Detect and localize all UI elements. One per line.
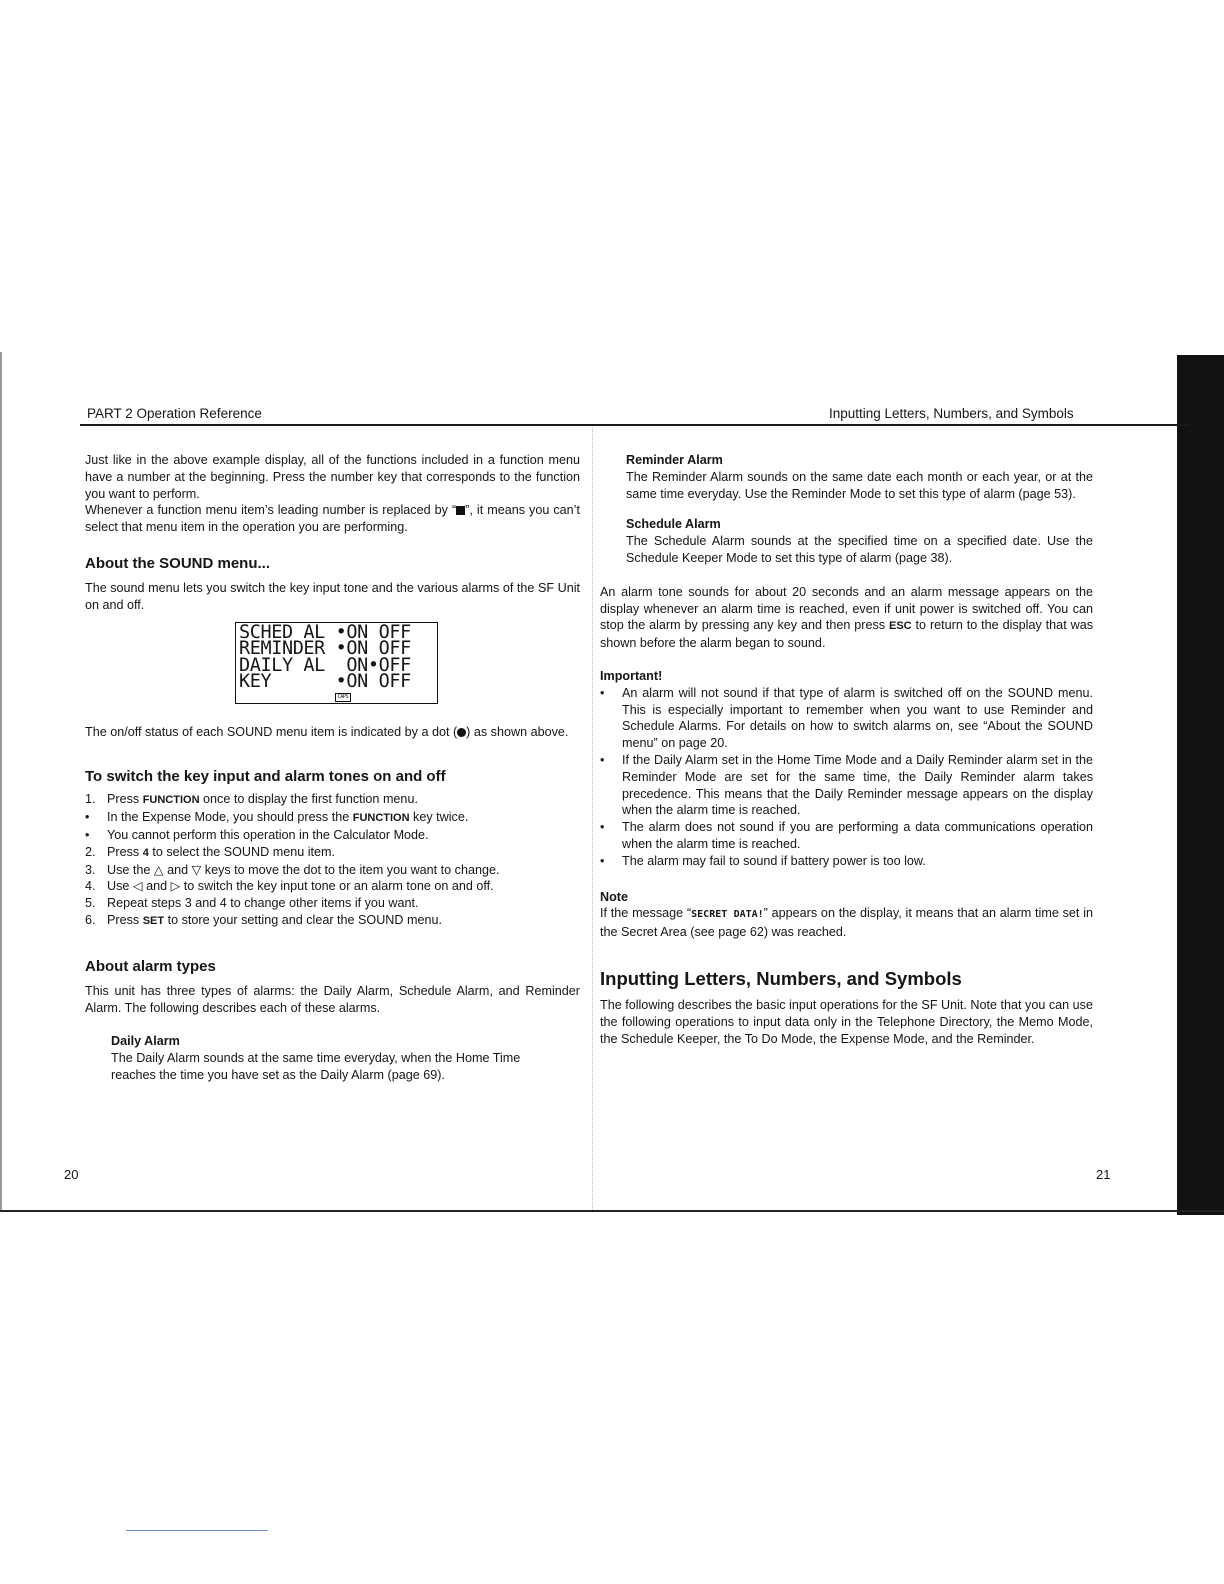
step-item	[85, 844, 580, 862]
step-text: Use the △ and ▽ keys to move the dot to the item you want to change.	[107, 862, 500, 877]
important-item-text: If the Daily Alarm set in the Home Time Mode and a Daily Reminder alarm set in the Reminder Mode are set for the same time, the Daily Reminder alarm takes precedence. This means that the Daily Reminder message appears on the display when the alarm time is reached.	[622, 752, 1093, 818]
step-marker: 6.	[85, 912, 96, 927]
scan-bottom-edge	[0, 1210, 1224, 1212]
header-right: Inputting Letters, Numbers, and Symbols	[829, 406, 1074, 421]
step-key-label: 4	[142, 846, 149, 859]
section-heading: Inputting Letters, Numbers, and Symbols	[600, 967, 962, 989]
reminder-alarm-title: Reminder Alarm	[626, 453, 723, 467]
step-item	[85, 912, 580, 930]
step-key-label: FUNCTION	[142, 794, 200, 807]
reminder-alarm-text: The Reminder Alarm sounds on the same date each month or each year, or at the same time everyday. Use the Reminder Mode to set this type of alarm (page 53).	[626, 469, 1093, 501]
replaced-text-before: Whenever a function menu item’s leading number is replaced by “	[85, 503, 457, 518]
alarm-types-text: This unit has three types of alarms: the Daily Alarm, Schedule Alarm, and Reminder Alarm. The following describes each of these alarms.	[85, 983, 580, 1015]
note-title: Note	[600, 889, 628, 904]
important-list	[600, 685, 1093, 870]
step-text-after: once to display the first function menu.	[199, 792, 418, 807]
step-text: Use ◁ and ▷ to switch the key input tone or an alarm tone on and off.	[107, 879, 494, 894]
step-item	[85, 862, 580, 879]
step-item	[85, 878, 580, 895]
step-marker: 2.	[85, 844, 96, 859]
step-marker: •	[85, 810, 90, 825]
step-item	[85, 791, 580, 809]
caps-icon: CAPS	[335, 693, 351, 702]
bullet-icon: •	[600, 685, 605, 700]
scan-right-edge	[1177, 355, 1224, 1215]
step-text-after: to select the SOUND menu item.	[148, 844, 336, 859]
important-item	[600, 685, 1093, 752]
sound-menu-lcd	[235, 622, 438, 704]
step-text-after: key twice.	[409, 810, 469, 825]
replaced-text-after: ”, it means you can’t select that menu item in the operation you are performing.	[85, 503, 580, 535]
lcd-row-reminder: REMINDER •ON OFF	[239, 638, 411, 660]
lcd-row-key: KEY •ON OFF	[239, 671, 411, 693]
schedule-alarm-title: Schedule Alarm	[626, 517, 721, 532]
step-item	[85, 827, 580, 844]
left-page	[85, 452, 580, 1084]
important-title: Important!	[600, 668, 663, 683]
status-text-after: ) as shown above.	[466, 724, 569, 739]
header-left: PART 2 Operation Reference	[87, 406, 262, 421]
page-gutter	[592, 424, 594, 1210]
step-marker: 5.	[85, 896, 96, 911]
important-item	[600, 853, 1093, 870]
sound-menu-text: The sound menu lets you switch the key input tone and the various alarms of the SF Unit on and off.	[85, 580, 580, 612]
step-text-after: to store your setting and clear the SOUND menu.	[164, 912, 443, 927]
header-rule	[80, 424, 1190, 426]
note-text	[600, 905, 1093, 941]
important-item-text: The alarm may fail to sound if battery power is too low.	[622, 853, 926, 868]
step-marker: 3.	[85, 862, 96, 877]
alarm-tone-text	[600, 584, 1093, 652]
step-marker: 4.	[85, 879, 96, 894]
switch-heading: To switch the key input and alarm tones on and off	[85, 768, 446, 786]
daily-alarm-text: The Daily Alarm sounds at the same time everyday, when the Home Time reaches the time you have set as the Daily Alarm (page 69).	[111, 1051, 521, 1082]
scan-left-edge	[0, 352, 2, 1212]
important-item	[600, 819, 1093, 853]
section-text: The following describes the basic input operations for the SF Unit. Note that you can use the following operations to input data only in the Telephone Directory, the Memo Mode, the Schedule Keeper, the To Do Mode, the Expense Mode, and the Reminder.	[600, 997, 1093, 1046]
important-item-text: An alarm will not sound if that type of alarm is switched off on the SOUND menu. This is especially important to remember when you want to use Reminder and Schedule Alarms. For details on how to switch alarms on, see “About the SOUND menu” on page 20.	[622, 685, 1093, 751]
bullet-icon: •	[600, 820, 605, 835]
sound-menu-heading: About the SOUND menu...	[85, 554, 270, 572]
step-item	[85, 895, 580, 912]
note-text-after: ” appears on the display, it means that an alarm time set in the Secret Area (see page 62) was reached.	[600, 906, 1094, 940]
page-number-left: 20	[64, 1167, 79, 1182]
replaced-text	[85, 502, 580, 536]
step-text: Repeat steps 3 and 4 to change other items if you want.	[107, 896, 419, 911]
important-item-text: The alarm does not sound if you are performing a data communications operation when the alarm time is reached.	[622, 820, 1093, 851]
step-text: Press	[107, 844, 143, 859]
lcd-row-daily: DAILY AL ON•OFF	[239, 654, 411, 676]
page-number-right: 21	[1096, 1167, 1111, 1182]
unavailable-box-icon	[456, 506, 465, 515]
step-marker: •	[85, 827, 90, 842]
switch-steps	[85, 791, 580, 929]
step-text: In the Expense Mode, you should press the	[107, 810, 353, 825]
step-text: Press	[107, 792, 143, 807]
lcd-row-sched: SCHED AL •ON OFF	[239, 621, 411, 643]
step-text: You cannot perform this operation in the Calculator Mode.	[107, 827, 429, 842]
alarm-tone-after: to return to the display that was shown before the alarm began to sound.	[600, 618, 1093, 651]
step-key-label: FUNCTION	[352, 812, 410, 825]
status-text	[85, 724, 580, 741]
note-text-before: If the message “	[600, 906, 692, 921]
step-item	[85, 809, 580, 827]
bullet-icon: •	[600, 752, 605, 767]
dot-icon	[457, 728, 466, 737]
right-page	[600, 452, 1093, 1047]
status-text-before: The on/off status of each SOUND menu item is indicated by a dot (	[85, 724, 458, 739]
alarm-tone-before: An alarm tone sounds for about 20 seconds and an alarm message appears on the display whenever an alarm time is reached, even if unit power is switched off. You can stop the alarm by pressing any key and then press	[600, 584, 1093, 633]
intro-text: Just like in the above example display, all of the functions included in a function menu have a number at the beginning. Press the number key that corresponds to the function you want to perform.	[85, 453, 580, 501]
step-text: Press	[107, 912, 143, 927]
bullet-icon: •	[600, 853, 605, 868]
alarm-types-heading: About alarm types	[85, 957, 216, 975]
step-key-label: SET	[142, 914, 165, 927]
daily-alarm-title: Daily Alarm	[111, 1034, 180, 1049]
esc-key-label: ESC	[889, 620, 912, 633]
important-item	[600, 752, 1093, 819]
scan-artifact-line	[126, 1530, 268, 1531]
secret-data-message: SECRET DATA!	[691, 909, 764, 921]
schedule-alarm-text: The Schedule Alarm sounds at the specified time on a specified date. Use the Schedule Keeper Mode to set this type of alarm (page 38).	[626, 534, 1093, 565]
step-marker: 1.	[85, 792, 96, 807]
